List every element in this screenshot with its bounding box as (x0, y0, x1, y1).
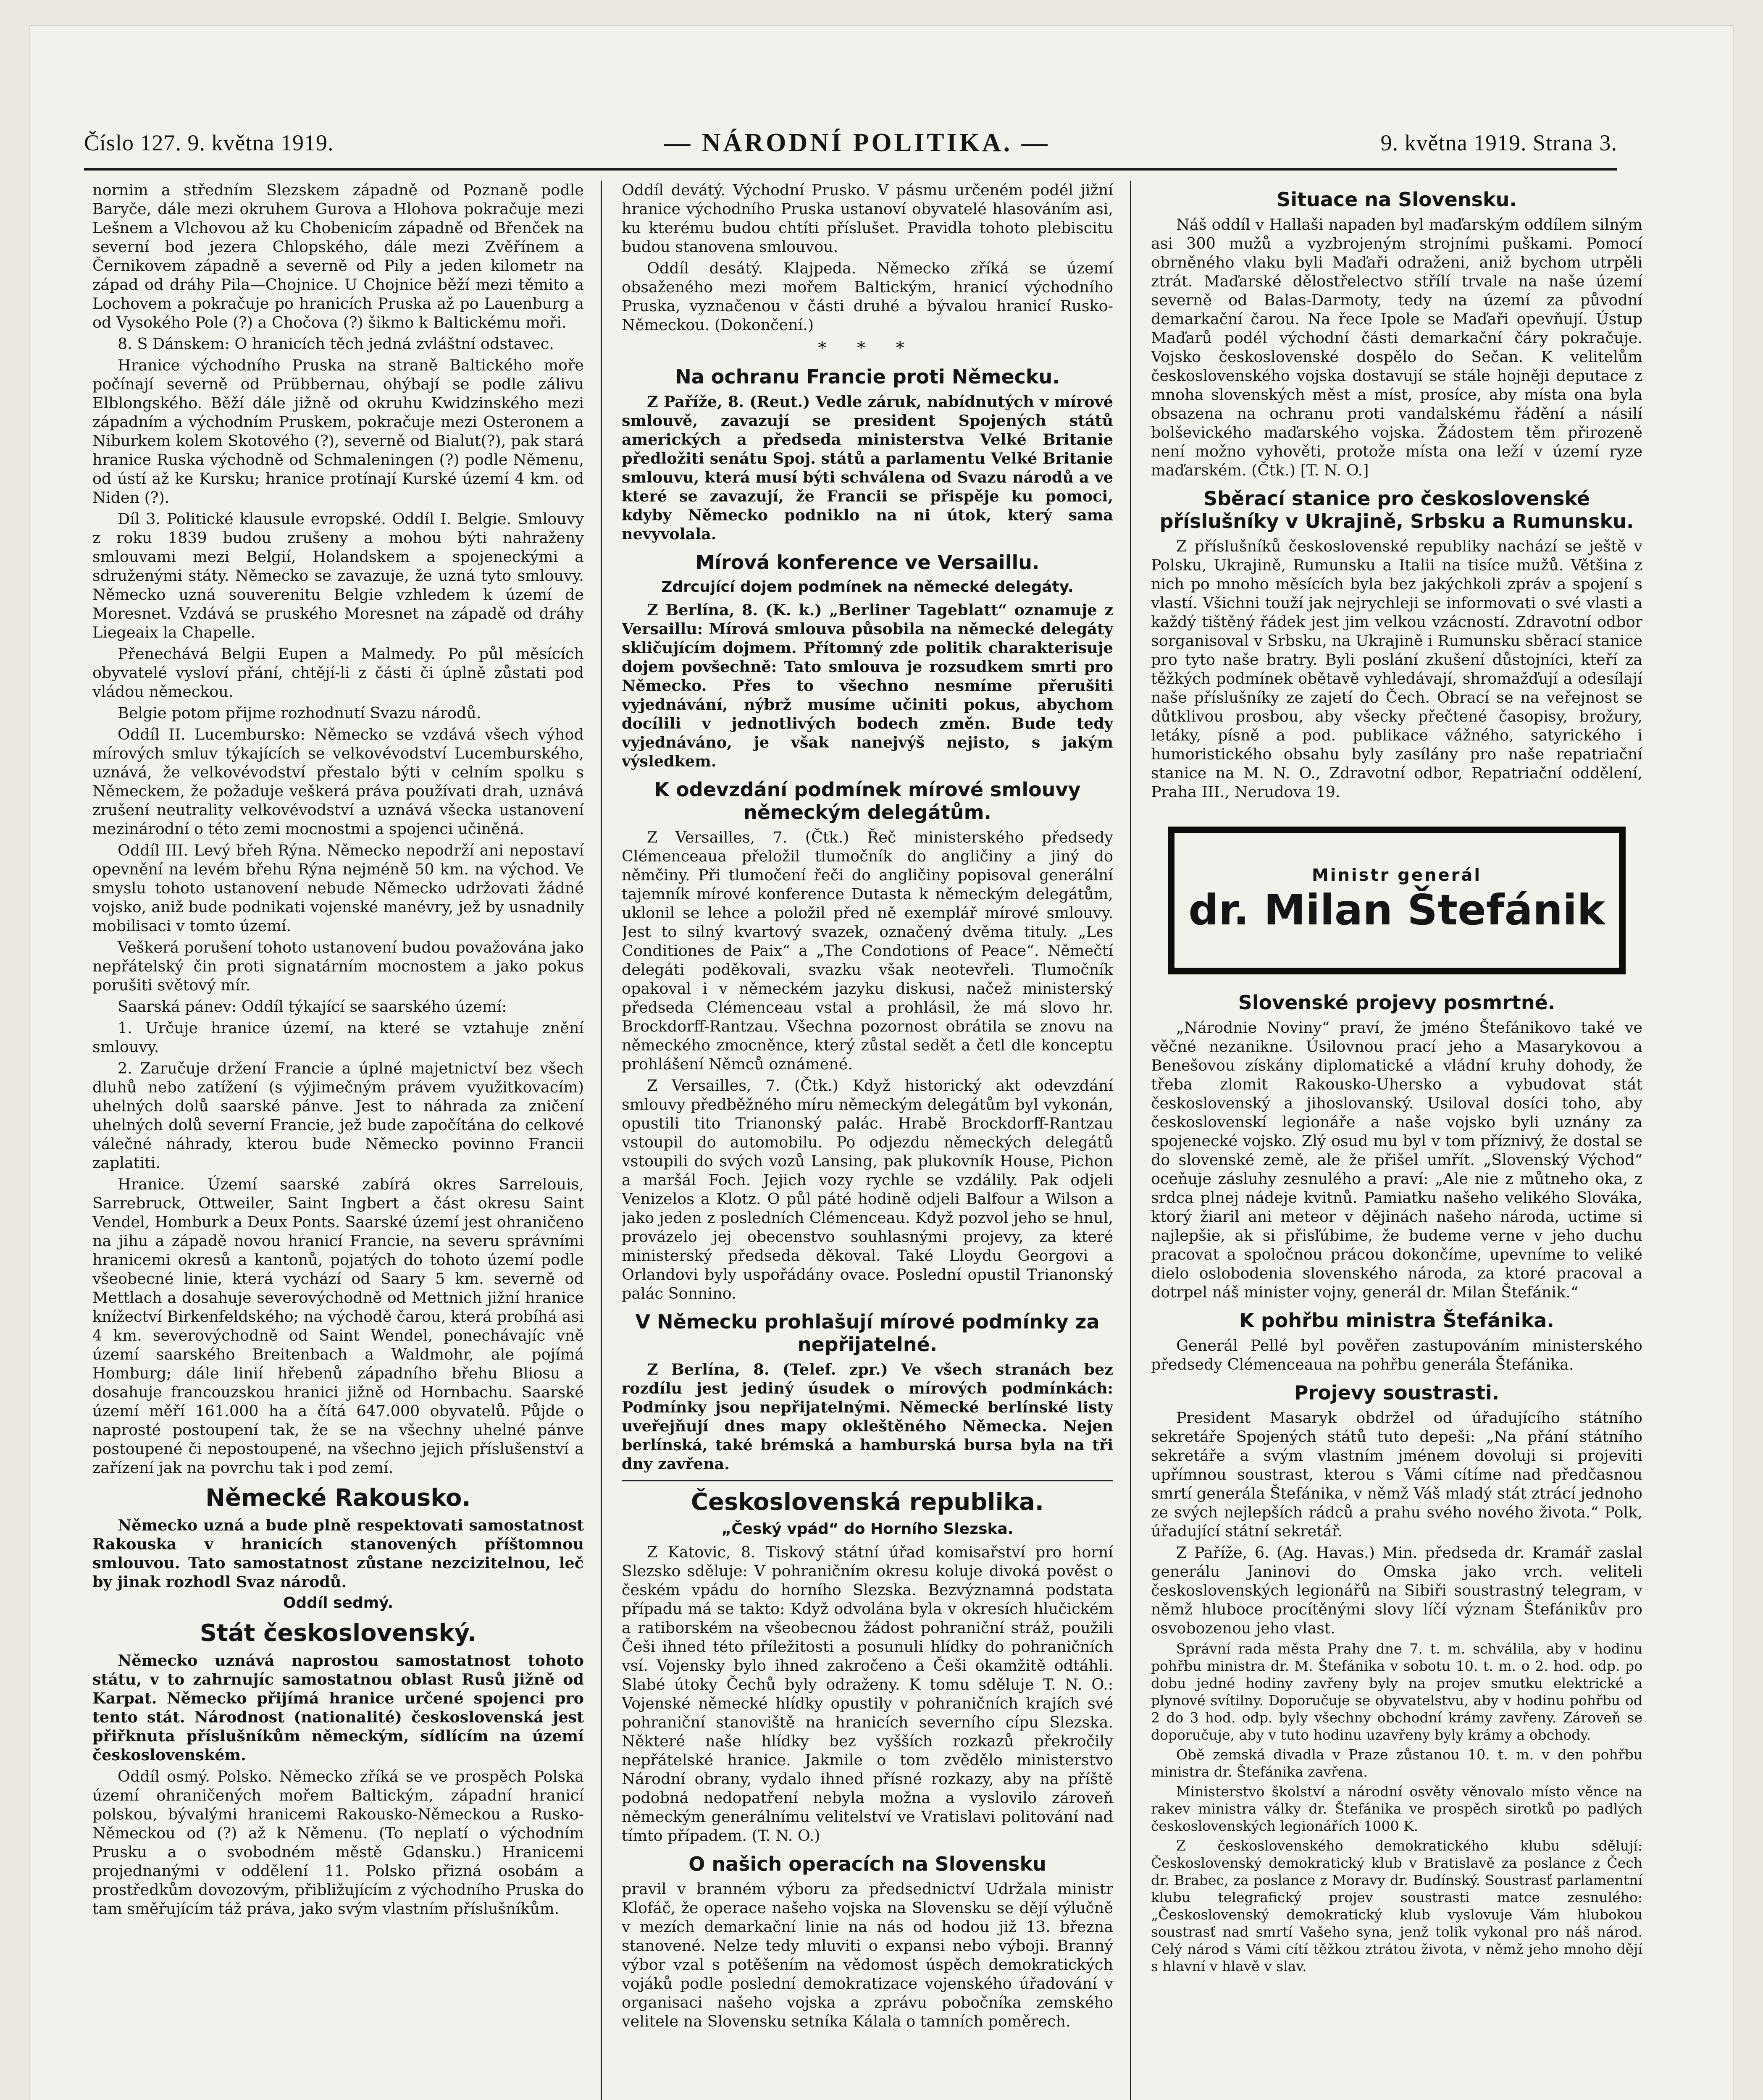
newspaper-title: — NÁRODNÍ POLITIKA. — (664, 128, 1050, 157)
headline-handover-conditions: K odevzdání podmínek mírové smlouvy německým delegátům. (654, 778, 1081, 824)
article-paragraph: Hranice. Území saarské zabírá okres Sarrelouis, Sarrebruck, Ottweiler, Saint Ingbert a část okresu Saint Vendel, Homburk a Deux Ponts. Saarské území jest ohraničeno na jihu a západě novou hranicí Francie, na severu správními hranicemi okresů a kantonů, pojatých do tohoto území podle všeobecné linie, která vychází od Saary 5 km. severně od Mettlach a dosahuje severovýchodně od Mettnich jižní hranice knížectví Birkenfeldského; na východě čarou, která probíhá asi 4 km. severovýchodně od Saint Wendel, ponechávajíc vně území saarského Breitenbach a Waldmohr, ale pojímá Homburg; dále linií hřebenů západního břehu Bliosu a dosahuje francouzskou hranici jižně od Hornbachu. Saarské území měří 161.000 ha a čítá 647.000 obyvatelů. Půjde o naprosté postoupení tak, že se na všechny uhelné pánve postoupené či nepostoupené, na všechno jejich příslušenství a zařízení jak na povrchu tak i pod zemí. (92, 1175, 584, 1477)
article-paragraph: Veškerá porušení tohoto ustanovení budou považována jako nepřátelský čin proti signatárním mocnostem a jako pokus porušiti světový mír. (92, 938, 584, 994)
article-paragraph: 2. Zaručuje držení Francie a úplné majetnictví bez všech dluhů nebo zatížení (s výjimečným právem využitkovacím) uhelných dolů saarské pánve. Jest to náhrada za zničení uhelných dolů severní Francie, jež bude započítána do celkové válečné náhrady, kterou bude Německo povinno Francii zaplatiti. (92, 1059, 584, 1172)
article-paragraph: 8. S Dánskem: O hranicích těch jedná zvláštní odstavec. (118, 335, 554, 353)
headline-czechoslovak-state: Stát československý. (200, 1620, 477, 1647)
article-paragraph: Z československého demokratického klubu sdělují: Československý demokratický klub v Bratislavě za poslance z Čech dr. Brabec, za poslance z Moravy dr. Budínský. Soustrasť parlamentní klubu telegrafický projev soustrasti matce zesnulého: „Československý demokratický klub vyslovuje Vám hlubokou soustrasť nad smrtí Vašeho syna, jenž tolik vykonal pro náš národ. Celý národ s Vámi cítí těžkou ztrátou života, v němž jeho mnoho dějí s hlavní v hlavě v slav. (1151, 1838, 1642, 1974)
article-paragraph: Přenechává Belgii Eupen a Malmedy. Po půl měsících obyvatelé vysloví přání, chtějí-li z části či úplně zůstati pod vládou německou. (92, 645, 584, 701)
column-2 (622, 181, 1113, 2100)
article-paragraph: Oddíl II. Lucembursko: Německo se vzdává všech výhod mírových smluv týkajících se velkovévodství Lucemburského, uznává, že velkovévodství přestalo býti v celním spolku s Německem, že požaduje veškerá práva používati drah, uznává zrušení neutrality velkovévodství a uznává všecka ustanovení mezinárodní o této zemi mocnostmi a spojenci učiněná. (92, 725, 584, 838)
column-3 (1151, 181, 1642, 2100)
article-paragraph: Německo uznává naprostou samostatnost tohoto státu, v to zahrnujíc samostatnou oblast Rusů jižně od Karpat. Německo přijímá hranice určené spojenci pro tento stát. Národnost (nationalité) československá jest přiřknuta příslušníkům německým, sídlícím na území československém. (92, 1651, 584, 1764)
headline-situation-slovakia: Situace na Slovensku. (1277, 188, 1517, 211)
article-paragraph: Oddíl osmý. Polsko. Německo zříká se ve prospěch Polska území ohraničených mořem Baltickým, západní hranicí polskou, bývalými hranicemi Rakousko-Německou a Rusko-Německou od (?) až k Němenu. (To neplatí o východním Prusku a o svobodném městě Gdansku.) Hranicemi projednanými v oddělení 11. Polsko přizná osobám a prostředkům dovozovým, přibližujícím z východního Pruska do tam směřujícím táž práva, jako svým vlastním příslušníkům. (92, 1767, 584, 1918)
article-paragraph: Oddíl desátý. Klajpeda. Německo zříká se území obsaženého mezi mořem Baltickým, hranicí východního Pruska, vyznačenou v části druhé a bývalou hranicí Rusko-Německou. (Dokončení.) (622, 259, 1113, 334)
article-paragraph: Generál Pellé byl pověřen zastupováním ministerského předsedy Clémenceaua na pohřbu generála Štefánika. (1151, 1336, 1642, 1373)
mourning-name: dr. Milan Štefánik (1188, 885, 1605, 934)
article-paragraph: Saarská pánev: Oddíl týkající se saarského území: (118, 998, 507, 1016)
subheadline: Zdrcující dojem podmínek na německé delegáty. (661, 578, 1074, 596)
article-paragraph: 1. Určuje hranice území, na které se vztahuje znění smlouvy. (92, 1019, 584, 1056)
headline-czechoslovak-republic: Československá republika. (691, 1488, 1044, 1516)
section-stars: * * * (818, 339, 917, 358)
issue-date-left: Číslo 127. 9. května 1919. (84, 130, 334, 155)
masthead (84, 118, 1617, 168)
headline-collection-stations: Sběrací stanice pro československé příslušníky v Ukrajině, Srbsku a Rumunsku. (1159, 487, 1634, 533)
column-separator-2 (1130, 181, 1131, 2100)
article-paragraph: Z příslušníků československé republiky nachází se ještě v Polsku, Ukrajině, Rumunsku a Italii na tisíce mužů. Většina z nich po mnoho měsících byla bez jakýchkoli zpráv a spojení s vlastí. Všichni touží jak nejrychleji se informovati o své vlasti a každý tištěný řádek jest jim velkou vzácností. Zdravotní odbor sorganisoval v Srbsku, na Ukrajině i Rumunsku sběrací stanice pro tyto naše bratry. Byli poslání zkušení důstojníci, kteří za těžkých podmínek obětavě vyhledávají, shromažďují a odesílají naše příslušníky ze zajetí do Čech. Obrací se na veřejnost se důtklivou prosbou, aby všecky přečtené časopisy, brožury, letáky, písně a pod. publikace vážného, satyrického i humoristického obsahu byly zasílány pro naše repatriační stanice na M. N. O., Zdravotní odbor, Repatriační oddělení, Praha III., Nerudova 19. (1151, 537, 1642, 801)
article-paragraph: Obě zemská divadla v Praze zůstanou 10. t. m. v den pohřbu ministra dr. Štefánika zavřena. (1151, 1746, 1642, 1780)
article-paragraph: Belgie potom přijme rozhodnutí Svazu národů. (118, 704, 481, 722)
article-paragraph: pravil v branném výboru za předsednictví Udržala ministr Klofáč, že operace našeho vojska na Slovensku se dějí výlučně v mezích demarkační linie na nás od hodou již 13. března stanovené. Nelze tedy mluviti o expansi nebo výboji. Branný výbor vzal s potěšením na vědomost úspěch demokratických vojáků podle poslední demokratizace vojenského úřadování v organisaci našeho vojska a zprávu pobočníka zemského velitele na Slovensku setníka Kálala o tamních poměrech. (622, 1880, 1113, 2030)
mourning-title: Ministr generál (1311, 866, 1482, 885)
article-paragraph: Z Versailles, 7. (Čtk.) Řeč ministerského předsedy Clémenceaua přeložil tlumočník do angličiny a jiný do němčiny. Při tlumočení řeči do angličiny popisoval generální tajemník mírové konference Dutasta k německým delegátům, uklonil se lehce a položil před ně exemplář mírové smlouvy. Jest to silný kvartový svazek, označený dvěma tituly. „Les Conditiones de Paix“ a „The Condotions of Peace“. Němečtí delegáti poděkovali, svazku však neotevřeli. Tlumočník opakoval i v německém jazyku diskusi, načež ministerský předseda Clémenceau vstal a prohlásil, že má slovo hr. Brockdorff-Rantzau. Všechna pozornost obrátila se znovu na německého zmocněnce, který zůstal sedět a četl dle konceptu prohlášení Němců oznámené. (622, 828, 1113, 1073)
article-paragraph: Z Berlína, 8. (K. k.) „Berliner Tageblatt“ oznamuje z Versaillu: Mírová smlouva působila na německé delegáty skličujícím dojmem. Přítomný zde politik charakterisuje dojem povšechně: Tato smlouva je rozsudkem smrti pro Německo. Přes to všechno nesmíme přerušiti vyjednávání, nýbrž musíme učiniti pokus, abychom docílili v jednotlivých bodech změn. Bude tedy vyjednáváno, je však nanejvýš nejisto, s jakým výsledkem. (622, 601, 1113, 770)
article-paragraph: Z Paříže, 8. (Reut.) Vedle záruk, nabídnutých v mírové smlouvě, zavazují se president Spojených států amerických a předseda ministerstva Velké Britanie předložiti senátu Spoj. států a parlamentu Velké Britanie smlouvu, která musí býti schválena od Svazu národů a ve které se zavazují, že Francii se přispěje ku pomoci, kdyby Německo podniklo na ni útok, který sama nevyvolala. (622, 393, 1113, 543)
subheadline: „Český vpád“ do Horního Slezska. (721, 1520, 1014, 1538)
headline-france-protection: Na ochranu Francie proti Německu. (675, 365, 1060, 388)
article-paragraph: Hranice východního Pruska na straně Baltického moře počínají severně od Prübbernau, ohýbají se podle zálivu Elblongského. Běží dále jižně od okruhu Kwidzinského mezi západním a východním Pruskem, pokračuje mezi Osteronem a Niburkem kolem Skotového (?), severně od Bialut(?), pak stará hranice Ruska východně od Schmaleningen (?) podle Němenu, od ústí až ke Kursku; hranice protínají Kurské území 4 km. od Niden (?). (92, 356, 584, 507)
masthead-rule (84, 168, 1617, 171)
date-page-right: 9. května 1919. Strana 3. (1380, 130, 1617, 155)
headline-slovakia-operations: O našich operacích na Slovensku (688, 1853, 1046, 1875)
article-paragraph: Náš oddíl v Hallaši napaden byl maďarským oddílem silným asi 300 mužů a vyzbrojeným strojními puškami. Pomocí obrněného vlaku byli Maďaři odraženi, aniž bychom utrpěli ztrát. Maďarské dělostřelectvo střílí trvale na naše území severně od Balas-Darmoty, tedy na území za původní demarkační čarou. Na řece Ipole se Maďaři opevňují. Ústup Maďarů podél východní části demarkační čáry pokračuje. Vojsko československé dospělo do Sečan. K velitelům československého vojska dostavují se stále hojněji deputace z mnoha slovenských měst a míst, prosíce, aby místa ona byla obsazena na ochranu proti vandalskému řádění a násilí bolševického maďarského vojska. Žádostem těm přirozeně není možno vyhověti, protože místa ona leží v území ryze maďarském. (Čtk.) [T. N. O.] (1151, 215, 1642, 479)
column-separator-1 (601, 181, 602, 2100)
article-paragraph: Z Berlína, 8. (Telef. zpr.) Ve všech stranách bez rozdílu jest jediný úsudek o mírových podmínkách: Podmínky jsou nepřijatelnými. Německé berlínské listy uveřejňují dnes mapy okleštěného Německa. Nejen berlínská, také brémská a hamburská bursa byla na tři dny zavřena. (622, 1360, 1113, 1473)
article-paragraph: Oddíl III. Levý břeh Rýna. Německo nepodrží ani nepostaví opevnění na levém břehu Rýna nejméně 50 km. na východ. Ve smyslu tohoto ustanovení nebude Německo udržovati žádné vojsko, aniž bude podnikati vojenské manévry, jež by usnadnily mobilisaci v tomto území. (92, 841, 584, 935)
article-paragraph: Německo uzná a bude plně respektovati samostatnost Rakouska v hranicích stanovených příštomnou smlouvou. Tato samostatnost zůstane nezcizitelnou, leč by jinak rozhodl Svaz národů. (92, 1516, 584, 1591)
section-label: Oddíl sedmý. (283, 1594, 394, 1612)
article-paragraph: President Masaryk obdržel od úřadujícího státního sekretáře Spojených států tuto depeši: „Na přání státního sekretáře a svým vlastním jménem dovoluji si projeviti upřímnou soustrast, kterou s Vámi cítíme nad předčasnou smrtí generála Štefánika, v němž Váš mladý stát ztrácí jednoho ze svých nejlepších rádců a prahu svého nového života.“ Polk, úřadující státní sekretář. (1151, 1409, 1642, 1540)
article-paragraph: Z Katovic, 8. Tiskový státní úřad komisařství pro horní Slezsko sděluje: V pohraničním okresu koluje divoká pověst o českém vpádu do horního Slezska. Bezvýznamná podstata případu má se takto: Když odvolána byla v okresích hlučickém a ratiborském na všeobecnou žádost pohraniční stráž, použili Češi ihned této příležitosti a posunuli hlídky do pohraničních vsí. Vojensky bylo ihned zakročeno a Češi okamžitě odtáhli. Slabé útoky Čechů byly odraženy. K tomu sděluje T. N. O.: Vojenské německé hlídky opustily v pohraničních krajích své pohraniční stanoviště na hranicích severního cípu Slezska. Některé naše hlídky bez vyšších rozkazů překročily nepřátelské hranice. Jakmile o tom zvědělo ministerstvo Národní obrany, vydalo ihned přísné rozkazy, aby na příště podobná nedopatření nebyla možna a vyslovilo zároveň německým generálnímu velitelství ve Vratislavi politování nad tímto případem. (T. N. O.) (622, 1543, 1113, 1845)
article-paragraph: „Národnie Noviny“ praví, že jméno Štefánikovo také ve věčné nezanikne. Úsilovnou prací jeho a Masarykovou a Benešovou získány diplomatické a vládní kruhy dohody, že třeba zlomit Rakousko-Uhersko a vybudovat stát československý a jihoslovanský. Usiloval dosíci toho, aby československí legionáře a naše vojsko byli uznány za spojenecké vojsko. Zlý osud mu byl v tom příznivý, že dostal se do slovenské země, ale že přišel umřít. „Slovenský Východ“ oceňuje zásluhy zesnulého a praví: „Ale nie z můtneho oka, z srdca plnej nádeje kvitnů. Pamiatku našeho velikého Slováka, ktorý žiaril ani meteor v dějinách našeho národa, uctime si najlepšie, ak si přisľúbime, že budeme verne v jeho duchu pracovat a spoločnou prácou dokončíme, upevníme to veliké dielo oslobodenia slovenského národa, za ktoré pracoval a dotrpel náš minister vojny, generál dr. Milan Štefánik.“ (1151, 1018, 1642, 1301)
column-1 (92, 181, 584, 2100)
article-paragraph: nornim a středním Slezskem západně od Poznaně podle Baryče, dále mezi okruhem Gurova a Hlohova pokračuje mezi Lešnem a Vlchovou až ku Chobenicím západně od Břenček na severní bod jezera Chlopského, dále mezi Zvěřínem a Černikovem západně a severně od Pily a jeden kilometr na západ od dráhy Pila—Chojnice. U Chojnice běží mezi těmito a Lochovem a pokračuje po hranicích Pruska až po Lauenburg a od Vysokého Pole (?) a Chočova (?) šikmo k Baltickému moři. (92, 181, 584, 331)
article-paragraph: Správní rada města Prahy dne 7. t. m. schválila, aby v hodinu pohřbu ministra dr. M. Štefánika v sobotu 10. t. m. o 2. hod. odp. po dobu jedné hodiny zavřeny byly na projev smutku elektrické a plynové svítilny. Doporučuje se obyvatelstvu, aby v hodinu pohřbu od 2 do 3 hod. odp. byly všechny obchodní krámy zavřeny. Zároveň se doporučuje, aby v tuto hodinu uzavřeny byly krámy a obchody. (1151, 1641, 1642, 1743)
headline-condolences: Projevy soustrasti. (1294, 1381, 1500, 1404)
article-paragraph: Oddíl devátý. Východní Prusko. V pásmu určeném podél jižní hranice východního Pruska ustanoví obyvatelé hlasováním asi, ku kterému budou chtíti příslušet. Pravidla tohoto plebiscitu budou stanovena smlouvou. (622, 181, 1113, 256)
headline-germany-rejects: V Německu prohlašují mírové podmínky za nepřijatelné. (635, 1310, 1100, 1356)
divider (622, 1480, 1113, 1481)
article-paragraph: Z Versailles, 7. (Čtk.) Když historický akt odevzdání smlouvy předběžného míru německým delegátům byl vykonán, opustili tito Trianonský palác. Hrabě Brockdorff-Rantzau vstoupil do automobilu. Po odjezdu německých delegátů vstoupili do svých vozů Lansing, pak plukovník House, Pichon a maršál Foch. Jejich vozy rychle se vzdálily. Pak odjeli Venizelos a Klotz. O půl páté hodině odjeli Balfour a Wilson a jako jeden z posledních Clémenceau. Když pozvol jeho se hnul, provázelo jej obecenstvo souhlasnými projevy, za které ministerský předseda děkoval. Také Lloydu Georgovi a Orlandovi byly uspořádány ovace. Poslední opustil Trianonský palác Sonnino. (622, 1076, 1113, 1302)
article-paragraph: Z Paříže, 6. (Ag. Havas.) Min. předseda dr. Kramář zaslal generálu Janinovi do Omska jako vrch. veliteli československých legionářů na Sibiři soustrastný telegram, v němž hluboce procítěnými slovy líčí význam Štefánikův pro osvobozenou jeho vlast. (1151, 1544, 1642, 1637)
article-paragraph: Ministerstvo školství a národní osvěty věnovalo místo věnce na rakev ministra války dr. Štefánika ve prospěch sirotků po padlých československých legionářích 1000 K. (1151, 1783, 1642, 1834)
mourning-frame (1168, 827, 1626, 974)
article-paragraph: Díl 3. Politické klausule evropské. Oddíl I. Belgie. Smlouvy z roku 1839 budou zrušeny a mohou býti nahraženy smlouvami mezi Belgií, Holandskem a spojeneckými a sdruženými státy. Německo se zavazuje, že uzná tyto smlouvy. Německo uzná souverenitu Belgie vzhledem k území de Moresnet. Vzdává se pruského Moresnet na západě od dráhy Liegeaix la Chapelle. (92, 510, 584, 641)
headline-funeral: K pohřbu ministra Štefánika. (1239, 1309, 1554, 1332)
headline-german-austria: Německé Rakousko. (205, 1484, 471, 1512)
headline-slovak-tributes: Slovenské projevy posmrtné. (1238, 991, 1555, 1014)
headline-peace-conference: Mírová konference ve Versaillu. (695, 551, 1040, 574)
